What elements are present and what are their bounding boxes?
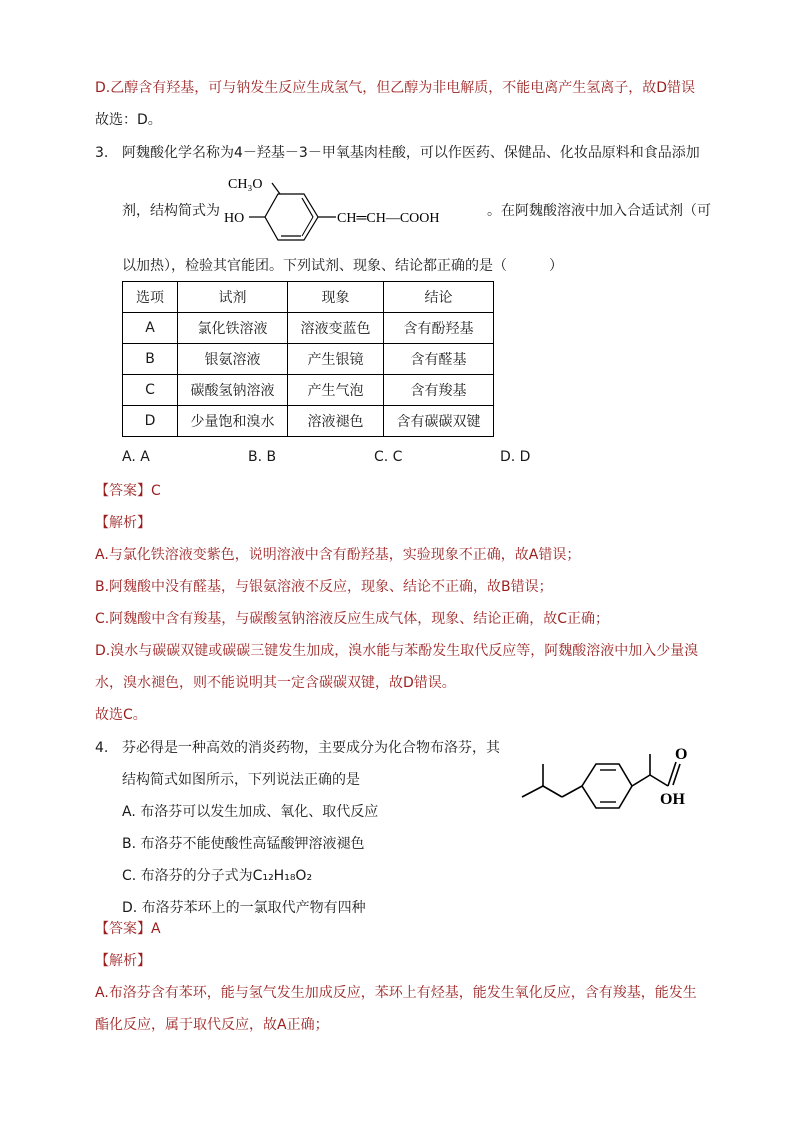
table-cell: 含有羧基 [384,375,494,406]
choice-d[interactable]: D. D [500,449,531,465]
table-cell: D [123,406,178,437]
methoxy-label: CH₃O [228,177,263,192]
choice-a[interactable]: A. A [122,449,150,465]
table-cell: 含有酚羟基 [384,313,494,344]
table-header-row [123,282,494,313]
q4-analysis-title: 【解析】 [95,953,151,969]
q3-analysis-b: B.阿魏酸中没有醛基，与银氨溶液不反应，现象、结论不正确，故B错误； [95,579,553,595]
table-row [123,406,494,437]
table-header-cell: 试剂 [178,282,288,313]
table-cell: B [123,344,178,375]
table-cell: 碳酸氢钠溶液 [178,375,288,406]
q3-stem-line1: 阿魏酸化学名称为4－羟基－3－甲氧基肉桂酸，可以作医药、保健品、化妆品原料和食品添加 [122,145,700,161]
table-header-cell: 选项 [123,282,178,313]
side-chain-label: CH═CH—COOH [337,211,440,226]
table-cell: 氯化铁溶液 [178,313,288,344]
q4-analysis-a1: A.布洛芬含有苯环，能与氢气发生加成反应，苯环上有烃基，能发生氧化反应，含有羧基，能发生 [95,985,697,1001]
q4-option-c[interactable]: C. 布洛芬的分子式为C₁₂H₁₈O₂ [122,868,313,884]
q4-answer: 【答案】A [95,921,161,937]
table-header-cell: 现象 [288,282,384,313]
q3-analysis-a: A.与氯化铁溶液变紫色，说明溶液中含有酚羟基，实验现象不正确，故A错误； [95,547,581,563]
hydroxy-label: HO [224,211,245,226]
ferulic-acid-structure [222,170,484,242]
hydroxyl-label: OH [660,791,685,808]
table-cell: 溶液变蓝色 [288,313,384,344]
q4-stem-line2: 结构简式如图所示，下列说法正确的是 [122,772,360,788]
choice-b[interactable]: B. B [248,449,277,465]
carbonyl-oxygen-label: O [675,746,688,763]
table-row [123,313,494,344]
table-cell: 含有醛基 [384,344,494,375]
q4-stem-line1: 芬必得是一种高效的消炎药物，主要成分为化合物布洛芬，其 [122,740,500,756]
q3-stem-line2-after: 。在阿魏酸溶液中加入合适试剂（可 [487,203,711,219]
q3-analysis-d2: 水，溴水褪色，则不能说明其一定含碳碳双键，故D错误。 [95,675,456,691]
table-row [123,375,494,406]
q3-options-table [122,281,494,437]
table-cell: 溶液褪色 [288,406,384,437]
q4-analysis-a2: 酯化反应，属于取代反应，故A正确； [95,1017,329,1033]
q3-conclusion: 故选C。 [95,707,147,723]
table-cell: 产生气泡 [288,375,384,406]
table-cell: A [123,313,178,344]
q3-analysis-c: C.阿魏酸中含有羧基，与碳酸氢钠溶液反应生成气体，现象、结论正确，故C正确； [95,611,609,627]
prev-conclusion: 故选：D。 [95,112,162,128]
table-header-cell: 结论 [384,282,494,313]
q4-option-a[interactable]: A. 布洛芬可以发生加成、氧化、取代反应 [122,804,379,820]
table-row [123,344,494,375]
q3-stem-line2-before: 剂，结构简式为 [122,203,220,219]
q4-option-d[interactable]: D. 布洛芬苯环上的一氯取代产物有四种 [122,900,366,916]
q3-stem-line3: 以加热），检验其官能团。下列试剂、现象、结论都正确的是（ ） [122,258,563,274]
ibuprofen-structure [516,724,700,810]
table-cell: C [123,375,178,406]
choice-c[interactable]: C. C [374,449,403,465]
q3-choices [122,449,542,469]
table-cell: 银氨溶液 [178,344,288,375]
table-cell: 含有碳碳双键 [384,406,494,437]
q3-number: 3. [95,145,109,161]
table-cell: 少量饱和溴水 [178,406,288,437]
q4-option-b[interactable]: B. 布洛芬不能使酸性高锰酸钾溶液褪色 [122,836,365,852]
q3-analysis-title: 【解析】 [95,515,151,531]
prev-option-d-explanation: D.乙醇含有羟基，可与钠发生反应生成氢气，但乙醇为非电解质，不能电离产生氢离子，故D错误 [95,80,696,96]
q3-answer: 【答案】C [95,483,161,499]
table-cell: 产生银镜 [288,344,384,375]
q3-analysis-d1: D.溴水与碳碳双键或碳碳三键发生加成，溴水能与苯酚发生取代反应等，阿魏酸溶液中加入少量溴 [95,643,699,659]
q4-number: 4. [95,740,109,756]
